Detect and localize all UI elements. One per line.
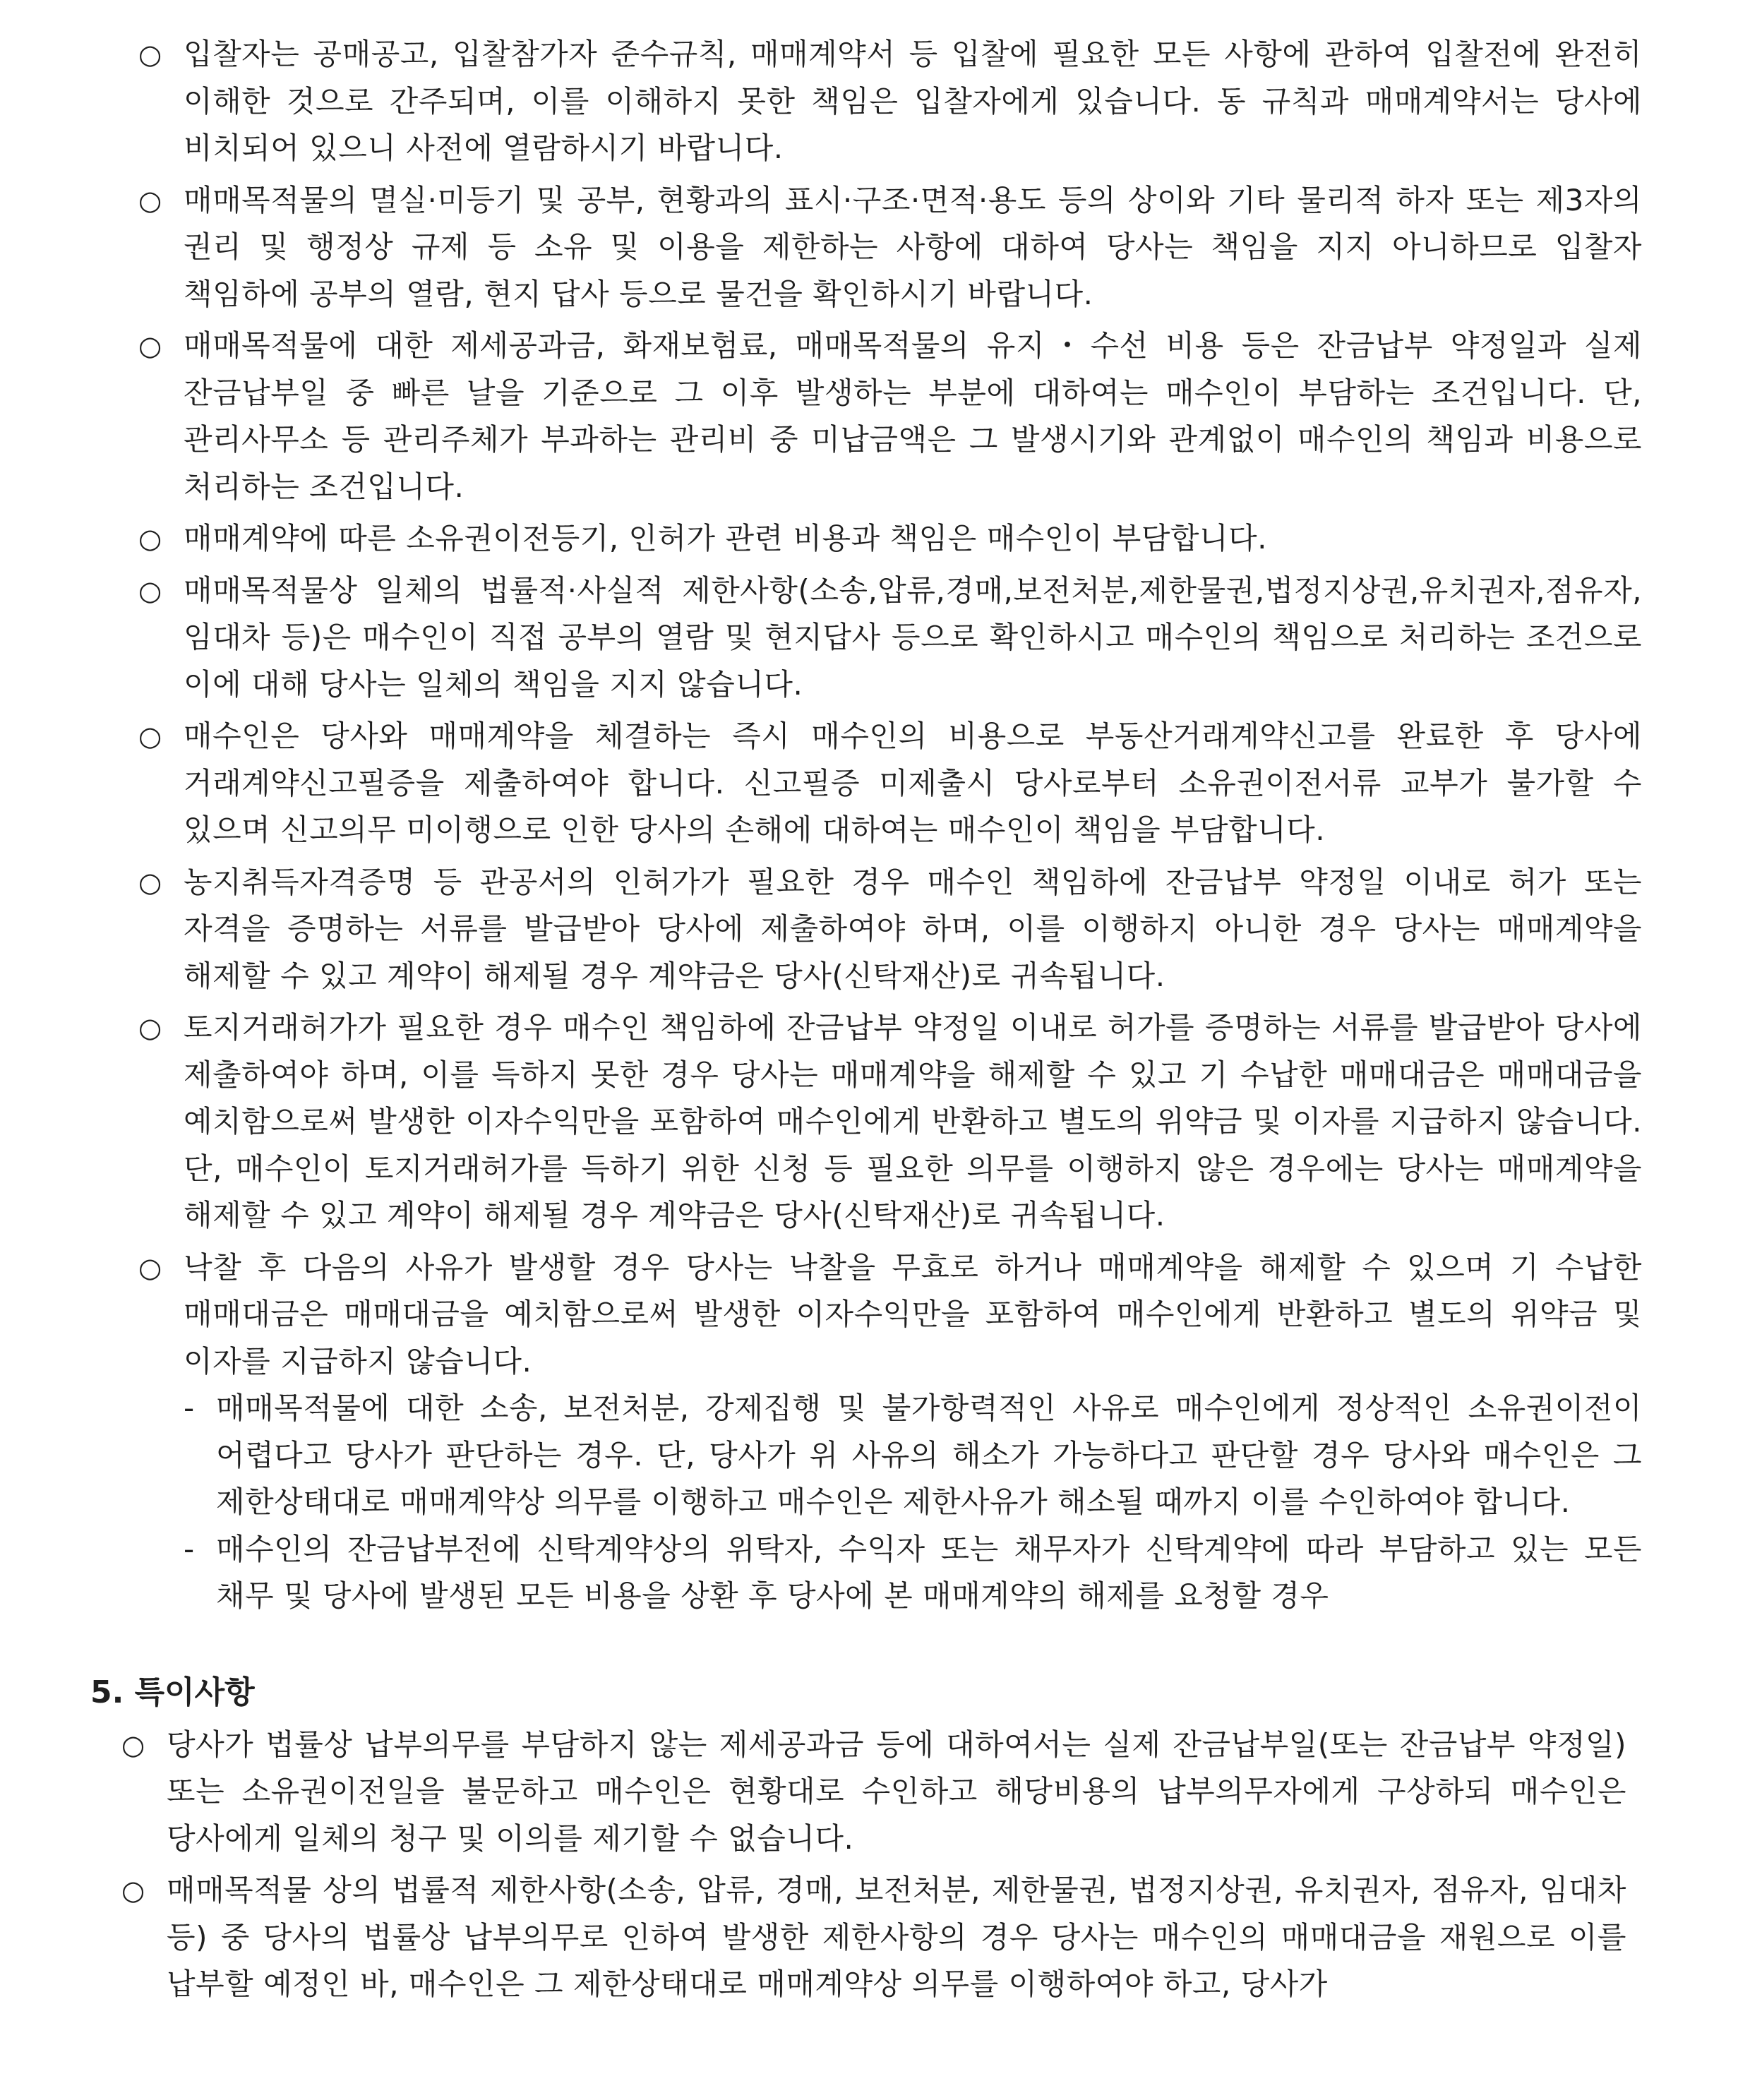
notice-item (138, 515, 1642, 563)
circle-bullet-icon: ○ (138, 523, 162, 554)
sub-item-text: 매수인의 잔금납부전에 신탁계약상의 위탁자, 수익자 또는 채무자가 신탁계약에 따라 부담하고 있는 모든 채무 및 당사에 발생된 모든 비용을 상환 후 당사에 본 매매계약의 해제를 요청할 경우 (216, 1531, 1642, 1613)
circle-bullet-icon: ○ (138, 330, 162, 361)
notice-item (138, 177, 1642, 318)
notice-text: 매매목적물 상의 법률적 제한사항(소송, 압류, 경매, 보전처분, 제한물권, 법정지상권, 유치권자, 점유자, 임대차 등) 중 당사의 법률상 납부의무로 인하여 발생한 제한사항의 경우 당사는 매수인의 매매대금을 재원으로 이를 납부할 예정인 바, 매수인은 그 제한상태대로 매매계약상 의무를 이행하여야 하고, 당사가 (167, 1873, 1626, 2001)
notice-text: 낙찰 후 다음의 사유가 발생할 경우 당사는 낙찰을 무효로 하거나 매매계약을 해제할 수 있으며 기 수납한 매매대금은 매매대금을 예치함으로써 발생한 이자수익만을 포함하여 매수인에게 반환하고 별도의 위약금 및 이자를 지급하지 않습니다. (184, 1249, 1642, 1379)
notice-text: 매매계약에 따른 소유권이전등기, 인허가 관련 비용과 책임은 매수인이 부담합니다. (184, 521, 1267, 556)
sub-item-text: 매매목적물에 대한 소송, 보전처분, 강제집행 및 불가항력적인 사유로 매수인에게 정상적인 소유권이전이 어렵다고 당사가 판단하는 경우. 단, 당사가 위 사유의 해소가 가능하다고 판단할 경우 당사와 매수인은 그 제한상태대로 매매계약상 의무를 이행하고 매수인은 제한사유가 해소될 때까지 이를 수인하여야 합니다. (216, 1391, 1642, 1519)
notice-item (138, 568, 1642, 709)
sub-item (184, 1526, 1642, 1620)
circle-bullet-icon: ○ (138, 1252, 162, 1283)
section-heading: 5. 특이사항 (90, 1674, 255, 1710)
circle-bullet-icon: ○ (138, 39, 162, 70)
notice-item (138, 859, 1642, 1000)
notice-text: 입찰자는 공매공고, 입찰참가자 준수규칙, 매매계약서 등 입찰에 필요한 모든 사항에 관하여 입찰전에 완전히 이해한 것으로 간주되며, 이를 이해하지 못한 책임은 입찰자에게 있습니다. 동 규칙과 매매계약서는 당사에 비치되어 있으니 사전에 열람하시기 바랍니다. (184, 37, 1642, 165)
notice-item (121, 1867, 1626, 2008)
notice-item (138, 713, 1642, 854)
circle-bullet-icon: ○ (121, 1875, 145, 1906)
notice-item (138, 31, 1642, 172)
section-items (121, 1722, 1642, 2008)
notice-text: 당사가 법률상 납부의무를 부담하지 않는 제세공과금 등에 대하여서는 실제 잔금납부일(또는 잔금납부 약정일) 또는 소유권이전일을 불문하고 매수인은 현황대로 수인하고 해당비용의 납부의무자에게 구상하되 매수인은 당사에게 일체의 청구 및 이의를 제기할 수 없습니다. (167, 1727, 1626, 1856)
notice-text: 매매목적물상 일체의 법률적·사실적 제한사항(소송,압류,경매,보전처분,제한물권,법정지상권,유치권자,점유자,임대차 등)은 매수인이 직접 공부의 열람 및 현지답사 등으로 확인하시고 매수인의 책임으로 처리하는 조건으로 이에 대해 당사는 일체의 책임을 지지 않습니다. (184, 572, 1642, 702)
notice-text: 매매목적물의 멸실·미등기 및 공부, 현황과의 표시·구조·면적·용도 등의 상이와 기타 물리적 하자 또는 제3자의 권리 및 행정상 규제 등 소유 및 이용을 제한하는 사항에 대하여 당사는 책임을 지지 아니하므로 입찰자 책임하에 공부의 열람, 현지 답사 등으로 물건을 확인하시기 바랍니다. (184, 182, 1642, 311)
circle-bullet-icon: ○ (138, 184, 162, 216)
notice-text: 토지거래허가가 필요한 경우 매수인 책임하에 잔금납부 약정일 이내로 허가를 증명하는 서류를 발급받아 당사에 제출하여야 하며, 이를 득하지 못한 경우 당사는 매매계약을 해제할 수 있고 기 수납한 매매대금은 매매대금을 예치함으로써 발생한 이자수익만을 포함하여 매수인에게 반환하고 별도의 위약금 및 이자를 지급하지 않습니다. 단, 매수인이 토지거래허가를 득하기 위한 신청 등 필요한 의무를 이행하지 않은 경우에는 당사는 매매계약을 해제할 수 있고 계약이 해제될 경우 계약금은 당사(신탁재산)로 귀속됩니다. (184, 1010, 1642, 1232)
notice-item (121, 1722, 1626, 1863)
notice-item (138, 1004, 1642, 1240)
notice-item (138, 1244, 1642, 1620)
notice-text: 매매목적물에 대한 제세공과금, 화재보험료, 매매목적물의 유지・수선 비용 등은 잔금납부 약정일과 실제 잔금납부일 중 빠른 날을 기준으로 그 이후 발생하는 부분에 대하여는 매수인이 부담하는 조건입니다. 단, 관리사무소 등 관리주체가 부과하는 관리비 중 미납금액은 그 발생시기와 관계없이 매수인의 책임과 비용으로 처리하는 조건입니다. (184, 328, 1642, 504)
circle-bullet-icon: ○ (138, 721, 162, 752)
circle-bullet-icon: ○ (138, 575, 162, 606)
circle-bullet-icon: ○ (138, 866, 162, 898)
sub-item (184, 1385, 1642, 1526)
document-body (90, 31, 1642, 2013)
circle-bullet-icon: ○ (138, 1012, 162, 1043)
dash-bullet-icon: - (184, 1391, 195, 1425)
notice-item (138, 323, 1642, 510)
circle-bullet-icon: ○ (121, 1729, 145, 1760)
notice-text: 매수인은 당사와 매매계약을 체결하는 즉시 매수인의 비용으로 부동산거래계약신고를 완료한 후 당사에 거래계약신고필증을 제출하여야 합니다. 신고필증 미제출시 당사로부터 소유권이전서류 교부가 불가할 수 있으며 신고의무 미이행으로 인한 당사의 손해에 대하여는 매수인이 책임을 부담합니다. (184, 719, 1642, 847)
dash-bullet-icon: - (184, 1531, 195, 1566)
notice-text: 농지취득자격증명 등 관공서의 인허가가 필요한 경우 매수인 책임하에 잔금납부 약정일 이내로 허가 또는 자격을 증명하는 서류를 발급받아 당사에 제출하여야 하며, 이를 이행하지 아니한 경우 당사는 매매계약을 해제할 수 있고 계약이 해제될 경우 계약금은 당사(신탁재산)로 귀속됩니다. (184, 864, 1642, 993)
